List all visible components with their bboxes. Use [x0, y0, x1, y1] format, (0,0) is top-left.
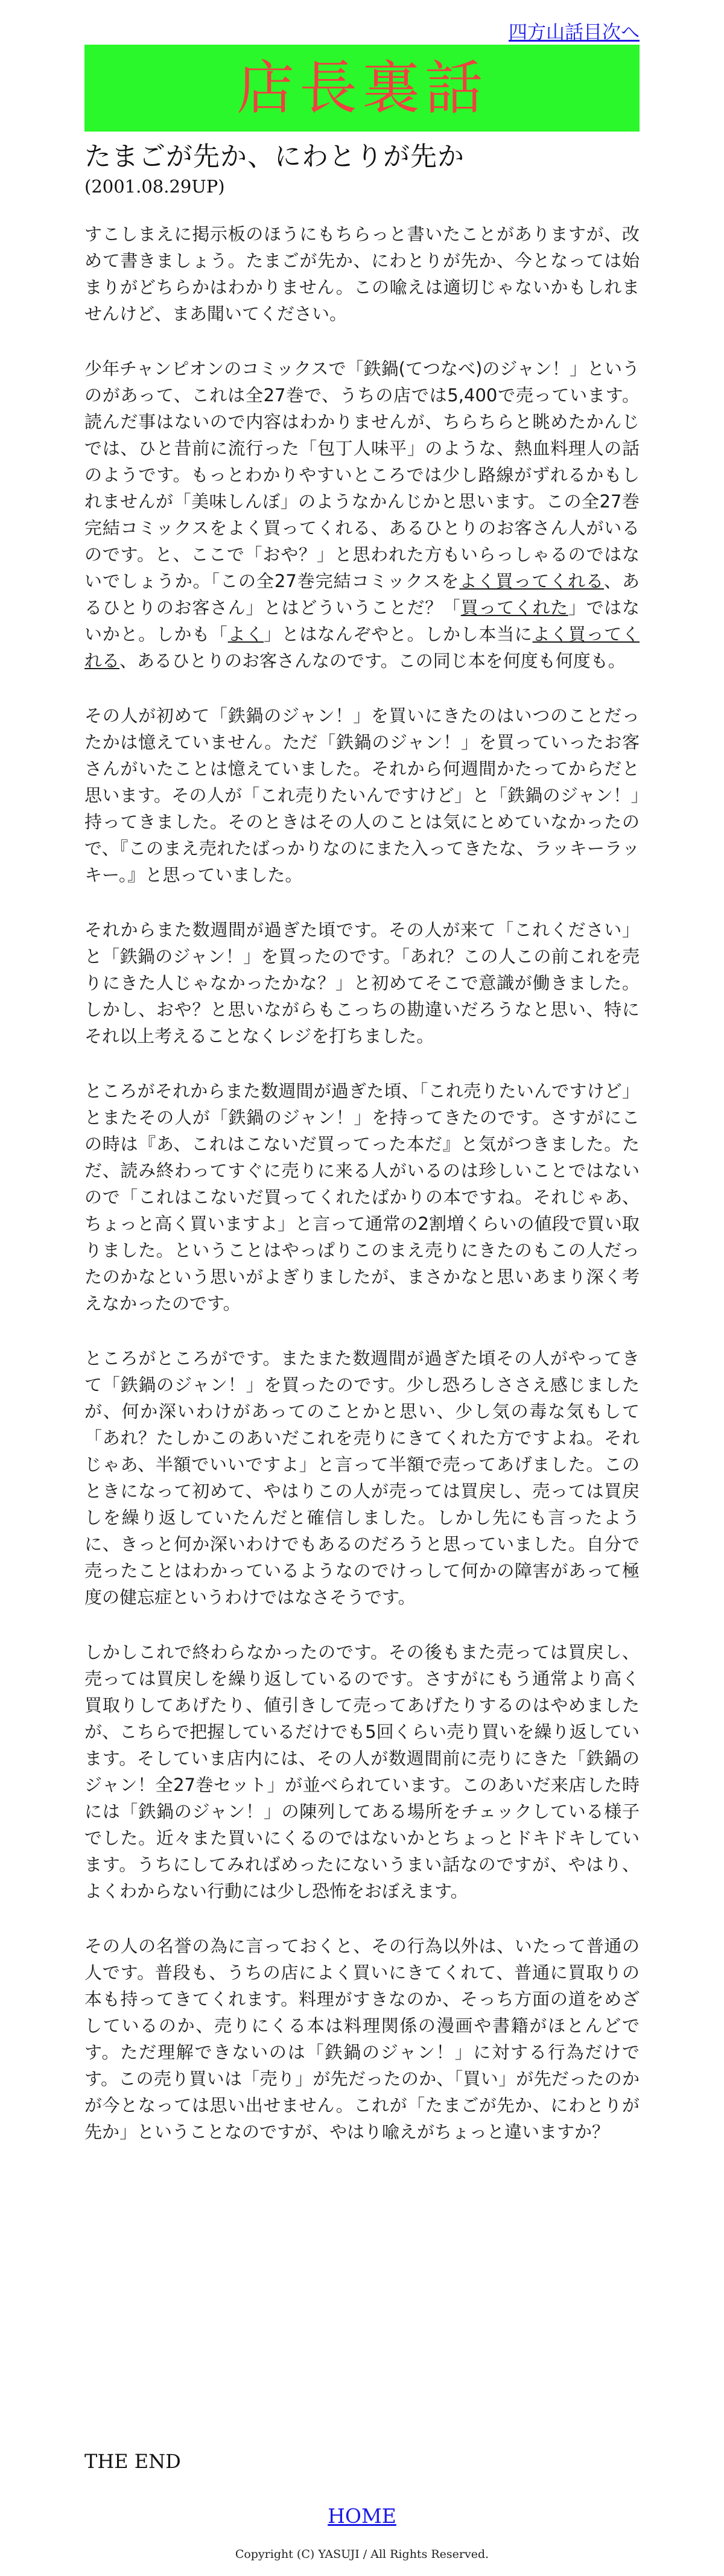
article-paragraph [84, 1639, 640, 1904]
paragraph-text: 、あるひとりのお客さんなのです。この同じ本を何度も何度も。 [119, 650, 626, 671]
emphasis-text: よく [227, 624, 264, 644]
paragraph-text: ところがそれからまた数週間が過ぎた頃、「これ売りたいんですけど」とまたその人が「鉄鍋のジャン！」を持ってきたのです。さすがにこの時は『あ、これはこないだ買ってった本だ』と気がつきました。ただ、読み終わってすぐに売りに来る人がいるのは珍しいことではないので「これはこないだ買ってくれたばかりの本ですね。それじゃあ、ちょっと高く買いますよ」と言って通常の2割増くらいの値段で買い取りました。ということはやっぱりこのまえ売りにきたのもこの人だったのかなという思いがよぎりましたが、まさかなと思いあまり深く考えなかったのです。 [84, 1081, 640, 1314]
the-end-label: THE END [84, 2450, 181, 2473]
paragraph-text: 、あるひとりのお客さん」とはどういうことだ？「 [84, 571, 640, 618]
article-paragraph [84, 702, 640, 888]
emphasis-text: よく買ってくれる [459, 571, 605, 591]
home-link-row [84, 2504, 640, 2528]
paragraph-text: 」とはなんぞやと。しかし本当に [264, 624, 533, 644]
paragraph-text: その人が初めて「鉄鍋のジャン！」を買いにきたのはいつのことだったかは憶えていません。ただ「鉄鍋のジャン！」を買っていったお客さんがいたことは憶えていました。それから何週間かたってからだと思います。その人が「これ売りたいんですけど」と「鉄鍋のジャン！」持ってきました。そのときはその人のことは気にとめていなかったので、『このまえ売れたばっかりなのにまた入ってきたな、ラッキーラッキー。』と思っていました。 [84, 705, 640, 885]
article-paragraph [84, 221, 640, 327]
article-body [84, 221, 640, 2174]
home-link[interactable]: HOME [328, 2504, 396, 2528]
article-date: (2001.08.29UP) [84, 176, 225, 197]
article-paragraph [84, 917, 640, 1049]
article-paragraph [84, 1345, 640, 1611]
emphasis-text: 買ってくれた [460, 597, 568, 618]
article-title: たまごが先か、にわとりが先か [84, 141, 465, 172]
paragraph-text: 」ではないかと。しかも「 [84, 597, 640, 644]
paragraph-text: しかしこれで終わらなかったのです。その後もまた売っては買戻し、売っては買戻しを繰り返しているのです。さすがにもう通常より高く買取りしてあげたり、値引きして売ってあげたりするのはやめましたが、こちらで把握しているだけでも5回くらい売り買いを繰り返しています。そしていま店内には、その人が数週間前に売りにきた「鉄鍋のジャン！全27巻セット」が並べられています。このあいだ来店した時には「鉄鍋のジャン！」の陳列してある場所をチェックしている様子でした。近々また買いにくるのではないかとちょっとドキドキしています。うちにしてみればめったにないうまい話なのですが、やはり、よくわからない行動には少し恐怖をおぼえます。 [84, 1642, 640, 1901]
article-paragraph [84, 1933, 640, 2145]
paragraph-text: ところがところがです。またまた数週間が過ぎた頃その人がやってきて「鉄鍋のジャン！」を買ったのです。少し恐ろしささえ感じましたが、何か深いわけがあってのことかと思い、少し気の毒な気もして「あれ？たしかこのあいだこれを売りにきてくれた方ですよね。それじゃあ、半額でいいですよ」と言って半額で売ってあげました。このときになって初めて、やはりこの人が売っては買戻し、売っては買戻しを繰り返していたんだと確信しました。しかし先にも言ったように、きっと何か深いわけでもあるのだろうと思っていました。自分で売ったことはわかっているようなのでけっして何かの障害があって極度の健忘症というわけではなさそうです。 [84, 1348, 640, 1608]
paragraph-text: 少年チャンピオンのコミックスで「鉄鍋(てつなべ)のジャン！」というのがあって、これは全27巻で、うちの店では5,400で売っています。読んだ事はないので内容はわかりませんが、ちらちらと眺めたかんじでは、ひと昔前に流行った「包丁人味平」のような、熱血料理人の話のようです。もっとわかりやすいところでは少し路線がずれるかもしれませんが「美味しんぼ」のようなかんじかと思います。この全27巻完結コミックスをよく買ってくれる、あるひとりのお客さん人がいるのです。と、ここで「おや？」と思われた方もいらっしゃるのではないでしょうか。「この全27巻完結コミックスを [84, 358, 640, 591]
article-paragraph [84, 1078, 640, 1317]
banner-title: 店長裏話 [237, 54, 487, 122]
index-link[interactable]: 四方山話目次へ [509, 22, 640, 43]
article-paragraph [84, 355, 640, 674]
copyright: Copyright (C) YASUJI / All Rights Reserved. [235, 2548, 489, 2561]
title-banner [84, 45, 640, 132]
paragraph-text: その人の名誉の為に言っておくと、その行為以外は、いたって普通の人です。普段も、うちの店によく買いにきてくれて、普通に買取りの本も持ってきてくれます。料理がすきなのか、そっち方面の道をめざしているのか、売りにくる本は料理関係の漫画や書籍がほとんどです。ただ理解できないのは「鉄鍋のジャン！」に対する行為だけです。この売り買いは「売り」が先だったのか、「買い」が先だったのかが今となっては思い出せません。これが「たまごが先か、にわとりが先か」ということなのですが、やはり喩えがちょっと違いますか？ [84, 1936, 640, 2142]
paragraph-text: すこしまえに掲示板のほうにもちらっと書いたことがありますが、改めて書きましょう。たまごが先か、にわとりが先か、今となっては始まりがどちらかはわかりません。この喩えは適切じゃないかもしれませんけど、まあ聞いてください。 [84, 224, 640, 324]
paragraph-text: それからまた数週間が過ぎた頃です。その人が来て「これください」と「鉄鍋のジャン！」を買ったのです。「あれ？この人この前これを売りにきた人じゃなかったかな？」と初めてそこで意識が働きました。しかし、おや？と思いながらもこっちの勘違いだろうなと思い、特にそれ以上考えることなくレジを打ちました。 [84, 920, 640, 1046]
emphasis-text: よく買ってくれる [84, 624, 640, 671]
